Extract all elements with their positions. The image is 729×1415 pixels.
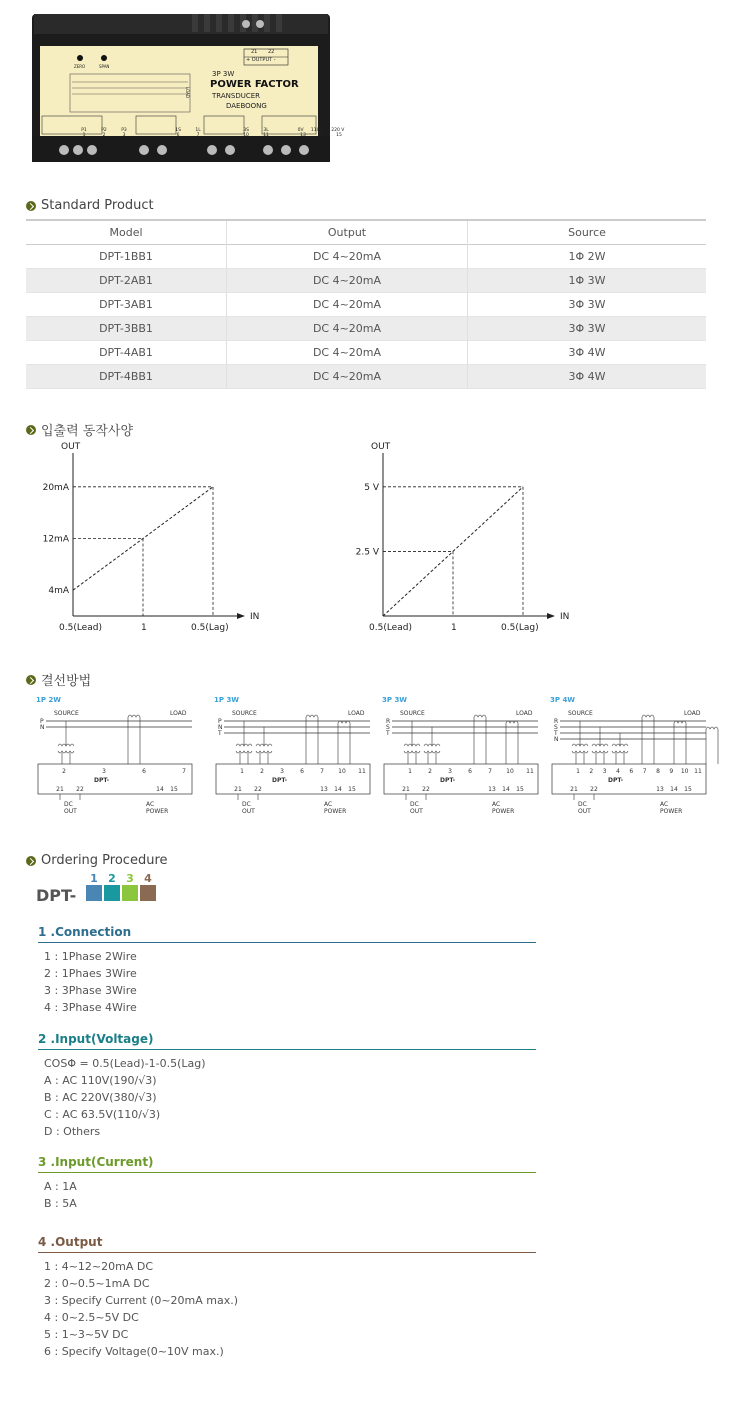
list-item: 2 : 1Phaes 3Wire: [44, 967, 137, 980]
code-digit-4: [140, 872, 156, 901]
terminal-number: 13: [320, 786, 328, 793]
span-label: SPAN: [99, 64, 110, 69]
pt-coil-icon: [612, 751, 628, 753]
output-term-21: 21: [251, 49, 258, 55]
input-current-heading: 3 .Input(Current): [38, 1155, 536, 1173]
term-num: 7: [196, 133, 200, 138]
terminal-group-3: [236, 128, 276, 138]
label-top: 3P 3W: [212, 70, 235, 78]
terminal-number: 2: [62, 768, 66, 775]
code-digit-3: [122, 872, 138, 901]
terminal-number: 21: [570, 786, 578, 793]
x-tick-label: 0.5(Lead): [59, 623, 102, 633]
y-tick-label: 2.5 V: [355, 547, 379, 558]
bullet-icon: [26, 675, 36, 685]
column-header: Model: [26, 220, 227, 245]
ct-coil-icon: [642, 715, 654, 717]
ct-coil-icon: [674, 721, 686, 723]
terminal-group-2: [168, 128, 208, 138]
phase-label: P: [40, 718, 44, 725]
term-name: 1S: [175, 128, 181, 133]
term-num: 6: [176, 133, 180, 138]
cell-source: 1Φ 2W: [568, 250, 606, 263]
terminal-number: 11: [358, 768, 366, 775]
pt-coil-icon: [572, 751, 588, 753]
ct-coil-icon: [338, 721, 350, 723]
term-name: P3: [121, 128, 127, 133]
dc-out-label: DC: [242, 801, 251, 808]
wiring-diagram-title: 3P 4W: [550, 696, 576, 704]
terminal-number: 8: [656, 768, 660, 775]
input-voltage-heading: 2 .Input(Voltage): [38, 1032, 536, 1050]
y-axis-label: OUT: [61, 442, 81, 452]
phase-label: R: [386, 718, 391, 725]
terminal-number: 22: [76, 786, 84, 793]
term-num: 14: [318, 133, 324, 138]
cell-source: 1Φ 3W: [568, 274, 606, 287]
term-num: 13: [300, 133, 306, 138]
terminal-number: 14: [670, 786, 678, 793]
list-item: 1 : 4~12~20mA DC: [44, 1260, 154, 1273]
list-item: 3 : Specify Current (0~20mA max.): [44, 1294, 239, 1307]
list-item: 6 : Specify Voltage(0~10V max.): [44, 1345, 224, 1358]
x-axis-label: IN: [250, 612, 260, 622]
x-axis-label: IN: [560, 612, 570, 622]
code-digit-box: [140, 885, 156, 901]
ac-power-label: AC: [660, 801, 669, 808]
device-label: DPT-: [272, 777, 288, 784]
y-tick-label: 20mA: [42, 482, 69, 493]
source-label: SOURCE: [400, 710, 425, 717]
terminal-number: 10: [506, 768, 514, 775]
current-output-chart: [30, 442, 270, 642]
pt-coil-icon: [592, 751, 608, 753]
output-heading: 4 .Output: [38, 1235, 536, 1253]
terminal-number: 13: [656, 786, 664, 793]
table-row: [26, 341, 706, 365]
column-header: Output: [227, 220, 468, 245]
dc-out-label: OUT: [578, 808, 591, 815]
terminal-number: 21: [402, 786, 410, 793]
ac-power-label: AC: [324, 801, 333, 808]
phase-label: R: [554, 718, 559, 725]
terminal-number: 21: [234, 786, 242, 793]
phase-label: T: [218, 730, 222, 737]
y-tick-label: 5 V: [364, 482, 379, 493]
list-item: 4 : 0~2.5~5V DC: [44, 1311, 139, 1324]
wiring-diagram: [214, 696, 370, 815]
connection-list: [44, 948, 137, 1016]
cell-output: DC 4~20mA: [227, 293, 468, 317]
bullet-icon: [26, 425, 36, 435]
code-digit-num: 2: [108, 872, 116, 885]
load-label: LOAD: [516, 710, 533, 717]
standard-product-table: [26, 219, 706, 389]
load-label: LOAD: [348, 710, 365, 717]
phase-label: T: [386, 730, 390, 737]
terminal-number: 2: [260, 768, 264, 775]
list-item: C : AC 63.5V(110/√3): [44, 1108, 161, 1121]
terminal-number: 11: [694, 768, 702, 775]
ct-coil-icon: [128, 715, 140, 717]
term-name: 110 V: [310, 128, 324, 133]
phase-label: S: [386, 724, 390, 731]
code-digit-num: 3: [126, 872, 134, 885]
terminal-group-1: [74, 128, 134, 138]
device-label: DPT-: [608, 777, 624, 784]
terminal-number: 15: [170, 786, 178, 793]
ac-power-label: POWER: [492, 808, 515, 815]
wiring-diagram: [550, 696, 718, 815]
x-axis-arrow-icon: [547, 613, 555, 619]
load-label: LOAD: [184, 87, 190, 98]
term-name: 3S: [243, 128, 249, 133]
output-label: + OUTPUT -: [246, 57, 276, 63]
phase-label: N: [554, 736, 559, 743]
term-num: 15: [336, 133, 342, 138]
cell-model: DPT-1BB1: [26, 245, 227, 269]
input-current-list: [44, 1178, 77, 1212]
terminal-number: 3: [602, 768, 607, 775]
cell-source: 3Φ 4W: [568, 370, 606, 383]
terminal-number: 10: [338, 768, 346, 775]
wiring-diagram-title: 1P 2W: [36, 696, 62, 704]
table-row: [26, 269, 706, 293]
label-title: POWER FACTOR: [210, 79, 299, 90]
terminal-number: 15: [684, 786, 692, 793]
x-tick-label: 0.5(Lag): [501, 623, 539, 633]
table-row: [26, 245, 706, 269]
terminal-number: 6: [629, 768, 634, 775]
y-axis-label: OUT: [371, 442, 391, 452]
terminal-number: 14: [334, 786, 342, 793]
ordering-heading: [26, 853, 168, 868]
cell-output: DC 4~20mA: [227, 245, 468, 269]
term-name: 1L: [195, 128, 201, 133]
ct-coil-icon: [706, 727, 718, 729]
terminal-number: 11: [526, 768, 534, 775]
x-tick-label: 1: [451, 623, 457, 633]
list-item: 1 : 1Phase 2Wire: [44, 950, 137, 963]
term-name: 220 V: [331, 128, 345, 133]
ac-power-label: POWER: [660, 808, 683, 815]
terminal-number: 14: [156, 786, 164, 793]
list-item: A : 1A: [44, 1180, 77, 1193]
label-sub: TRANSDUCER: [212, 92, 261, 100]
terminal-number: 6: [300, 768, 304, 775]
code-digit-box: [122, 885, 138, 901]
term-num: 2: [102, 133, 106, 138]
column-header: Source: [568, 226, 606, 239]
table-row: [26, 317, 706, 341]
source-label: SOURCE: [568, 710, 593, 717]
code-digits: [86, 872, 156, 901]
ac-power-label: AC: [492, 801, 501, 808]
wiring-diagrams: [36, 694, 720, 820]
io-spec-title: 입출력 동작사양: [41, 424, 134, 439]
dc-out-label: DC: [578, 801, 587, 808]
wiring-heading: [26, 670, 91, 689]
pt-coil-icon: [58, 751, 74, 753]
dc-out-label: OUT: [242, 808, 255, 815]
source-label: SOURCE: [54, 710, 79, 717]
terminal-number: 22: [590, 786, 598, 793]
phase-label: N: [218, 724, 223, 731]
phase-label: S: [554, 724, 558, 731]
wiring-diagram-title: 3P 3W: [382, 696, 408, 704]
phase-label: P: [218, 718, 222, 725]
cell-source: 3Φ 3W: [568, 322, 606, 335]
terminal-number: 7: [320, 768, 324, 775]
code-digit-box: [86, 885, 102, 901]
term-name: P2: [101, 128, 107, 133]
pt-coil-icon: [404, 751, 420, 753]
ct-coil-icon: [506, 721, 518, 723]
device-label: DPT-: [440, 777, 456, 784]
code-digit-num: 4: [144, 872, 152, 885]
load-label: LOAD: [170, 710, 187, 717]
terminal-number: 7: [488, 768, 492, 775]
terminal-number: 13: [488, 786, 496, 793]
terminal-number: 6: [142, 768, 146, 775]
terminal-number: 9: [669, 768, 674, 775]
terminal-number: 21: [56, 786, 64, 793]
cell-model: DPT-3AB1: [26, 293, 227, 317]
ordering-title: Ordering Procedure: [41, 853, 168, 868]
terminal-number: 7: [642, 768, 647, 775]
ordering-code: [36, 872, 236, 906]
terminal-number: 1: [408, 768, 412, 775]
dc-out-label: DC: [64, 801, 73, 808]
terminal-number: 3: [448, 768, 452, 775]
pt-coil-icon: [256, 751, 272, 753]
cell-model: DPT-2AB1: [26, 269, 227, 293]
product-photo: [32, 12, 345, 164]
terminal-number: 22: [422, 786, 430, 793]
term-name: 0V: [297, 128, 304, 133]
list-item: 3 : 3Phase 3Wire: [44, 984, 137, 997]
pt-coil-icon: [424, 751, 440, 753]
phase-label: N: [40, 724, 45, 731]
terminal-number: 10: [680, 768, 689, 775]
term-num: 1: [82, 133, 86, 138]
term-num: 11: [263, 133, 269, 138]
term-num: 3: [122, 133, 126, 138]
list-item: 5 : 1~3~5V DC: [44, 1328, 129, 1341]
list-item: D : Others: [44, 1125, 101, 1138]
bullet-icon: [26, 856, 36, 866]
table-header-row: [26, 220, 706, 245]
table-row: [26, 365, 706, 389]
terminal-number: 14: [502, 786, 510, 793]
bullet-icon: [26, 201, 36, 211]
code-digit-1: [86, 872, 102, 901]
x-tick-label: 0.5(Lag): [191, 623, 229, 633]
cell-output: DC 4~20mA: [227, 317, 468, 341]
cell-output: DC 4~20mA: [227, 365, 468, 389]
standard-product-title: Standard Product: [41, 198, 154, 213]
term-num: 10: [243, 133, 249, 138]
output-list: [44, 1258, 238, 1360]
pt-coil-icon: [236, 751, 252, 753]
table-row: [26, 293, 706, 317]
terminal-number: 2: [428, 768, 432, 775]
cell-source: 3Φ 3W: [568, 298, 606, 311]
terminal-number: 1: [240, 768, 244, 775]
ac-power-label: POWER: [146, 808, 169, 815]
cell-model: DPT-4AB1: [26, 341, 227, 365]
ac-power-label: POWER: [324, 808, 347, 815]
connection-heading: 1 .Connection: [38, 925, 536, 943]
cell-output: DC 4~20mA: [227, 269, 468, 293]
terminal-number: 3: [102, 768, 106, 775]
ac-power-label: AC: [146, 801, 155, 808]
terminal-number: 1: [576, 768, 580, 775]
cell-model: DPT-4BB1: [26, 365, 227, 389]
terminal-number: 6: [468, 768, 472, 775]
list-item: 4 : 3Phase 4Wire: [44, 1001, 137, 1014]
list-item: A : AC 110V(190/√3): [44, 1074, 157, 1087]
standard-product-heading: [26, 198, 154, 213]
terminal-number: 15: [348, 786, 356, 793]
zero-label: ZERO: [74, 64, 86, 69]
output-term-22: 22: [268, 49, 275, 55]
ct-coil-icon: [306, 715, 318, 717]
code-prefix: DPT-: [36, 886, 77, 905]
dc-out-label: OUT: [410, 808, 423, 815]
cell-output: DC 4~20mA: [227, 341, 468, 365]
terminal-number: 15: [516, 786, 524, 793]
dc-out-label: OUT: [64, 808, 77, 815]
list-item: B : 5A: [44, 1197, 77, 1210]
list-item: 2 : 0~0.5~1mA DC: [44, 1277, 150, 1290]
code-digit-2: [104, 872, 120, 901]
terminal-number: 7: [182, 768, 186, 775]
label-brand: DAEBOONG: [226, 102, 267, 110]
source-label: SOURCE: [232, 710, 257, 717]
cell-source: 3Φ 4W: [568, 346, 606, 359]
y-tick-label: 4mA: [48, 586, 69, 597]
code-digit-num: 1: [90, 872, 98, 885]
ct-coil-icon: [474, 715, 486, 717]
terminal-number: 22: [254, 786, 262, 793]
term-name: P1: [81, 128, 87, 133]
wiring-diagram: [382, 696, 538, 815]
wiring-title: 결선방법: [41, 674, 92, 689]
voltage-output-chart: [340, 442, 580, 642]
y-tick-label: 12mA: [42, 534, 69, 545]
term-name: 3L: [263, 128, 269, 133]
list-item: COSΦ = 0.5(Lead)-1-0.5(Lag): [44, 1057, 206, 1070]
wiring-diagram-title: 1P 3W: [214, 696, 240, 704]
x-tick-label: 1: [141, 623, 147, 633]
x-tick-label: 0.5(Lead): [369, 623, 412, 633]
load-label: LOAD: [684, 710, 701, 717]
x-axis-arrow-icon: [237, 613, 245, 619]
wiring-diagram: [36, 696, 192, 815]
phase-label: T: [554, 730, 558, 737]
input-voltage-list: [44, 1055, 206, 1140]
terminal-number: 3: [280, 768, 284, 775]
code-digit-box: [104, 885, 120, 901]
device-label: DPT-: [94, 777, 110, 784]
terminal-group-4: [294, 128, 348, 138]
cell-model: DPT-3BB1: [26, 317, 227, 341]
list-item: B : AC 220V(380/√3): [44, 1091, 157, 1104]
io-spec-heading: [26, 420, 133, 439]
dc-out-label: DC: [410, 801, 419, 808]
terminal-number: 2: [589, 768, 594, 775]
terminal-number: 4: [616, 768, 620, 775]
